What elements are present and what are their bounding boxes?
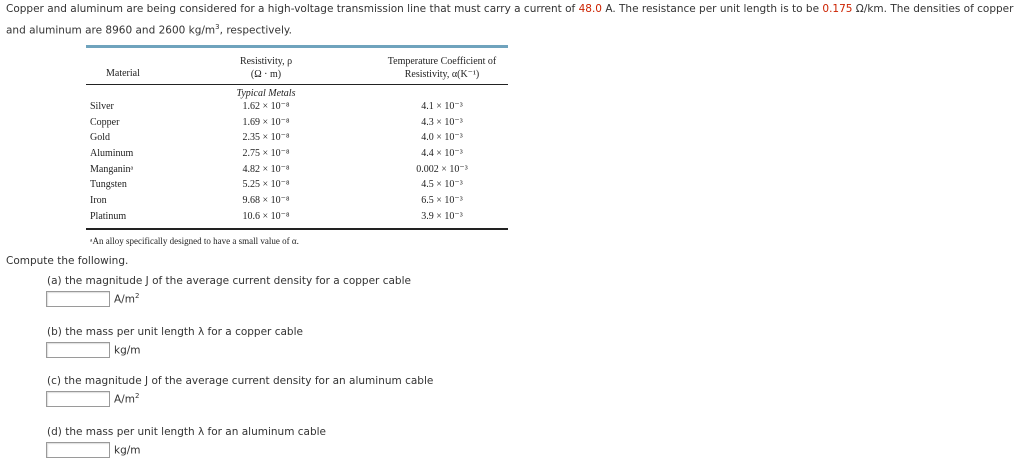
resistivity-value: 2.35 × 10⁻⁸ [242,132,290,144]
answer-row [46,291,139,307]
table-row [86,147,508,163]
answer-input[interactable] [46,442,110,458]
table-row [86,210,508,226]
material-name: Tungsten [90,179,127,191]
temp-coefficient-value: 4.1 × 10⁻³ [421,101,463,112]
table-row [86,178,508,194]
material-name: Gold [90,132,110,144]
material-name: Iron [90,195,107,207]
answer-row [46,342,141,358]
answer-input[interactable] [46,391,110,407]
table-row [86,163,508,179]
resistivity-value: 4.82 × 10⁻⁸ [242,163,290,175]
answer-unit: $A/m^2$ [114,292,140,306]
header-material: Material [106,68,140,79]
material-name: Copper [90,116,120,128]
compute-heading: Compute the following. [6,255,129,267]
temp-coefficient-value: 0.002 × 10⁻³ [416,163,468,175]
temp-coefficient-value: 3.9 × 10⁻³ [421,210,463,222]
header-resistivity: Resistivity, ρ (Ω · m) [239,56,293,80]
question-label: (c) the magnitude J of the average current density for an aluminum cable [47,375,434,387]
answer-input[interactable] [46,342,110,358]
answer-row [46,442,141,458]
resistivity-table [86,45,508,230]
table-header [86,48,508,85]
table-section-label: Typical Metals [236,88,296,99]
table-bottom-rule [86,228,508,230]
temp-coefficient-value: 4.0 × 10⁻³ [421,132,463,144]
question-label: (b) the mass per unit length λ for a copper cable [47,326,303,338]
current-value: 48.0 [578,3,602,15]
material-name: Aluminum [90,148,134,160]
resistivity-value: 1.62 × 10⁻⁸ [242,101,290,112]
answer-unit: kg/m [114,444,141,457]
question-label: (a) the magnitude J of the average current density for a copper cable [47,275,411,287]
answer-unit: kg/m [114,344,141,357]
resistivity-value: 1.69 × 10⁻⁸ [242,116,290,128]
problem-statement: Copper and aluminum are being considered for a high-voltage transmission line that must carry a current of 48.0 A. The resistance per unit length is to be 0.175 Ω/km. The densities of copper and aluminum are 8960 and 2600 $kg/m^3$, respectively. [6,3,1014,37]
resistivity-value: 2.75 × 10⁻⁸ [242,148,290,160]
temp-coefficient-value: 4.5 × 10⁻³ [421,179,463,191]
question-label: (d) the mass per unit length λ for an aluminum cable [47,426,327,438]
material-name: Platinum [90,210,127,222]
table-row [86,194,508,210]
temp-coefficient-value: 4.4 × 10⁻³ [421,148,463,160]
answer-input[interactable] [46,291,110,307]
answer-unit: $A/m^2$ [114,392,140,406]
resistivity-value: 10.6 × 10⁻⁸ [242,210,290,222]
temp-coefficient-value: 4.3 × 10⁻³ [421,116,463,128]
table-row [86,100,508,116]
resistivity-value: 9.68 × 10⁻⁸ [242,195,290,207]
temp-coefficient-value: 6.5 × 10⁻³ [421,195,463,207]
table-footnote: ᵃAn alloy specifically designed to have a small value of α. [90,236,299,246]
table-row [86,116,508,132]
material-name: Manganinᵃ [90,163,134,175]
resistivity-value: 5.25 × 10⁻⁸ [242,179,290,191]
answer-row [46,391,139,407]
table-row [86,131,508,147]
table-body [86,100,508,226]
header-temp-coefficient: Temperature Coefficient of Resistivity, α(K⁻¹) [387,56,497,80]
material-name: Silver [90,101,114,112]
resistance-value: 0.175 [822,3,853,15]
